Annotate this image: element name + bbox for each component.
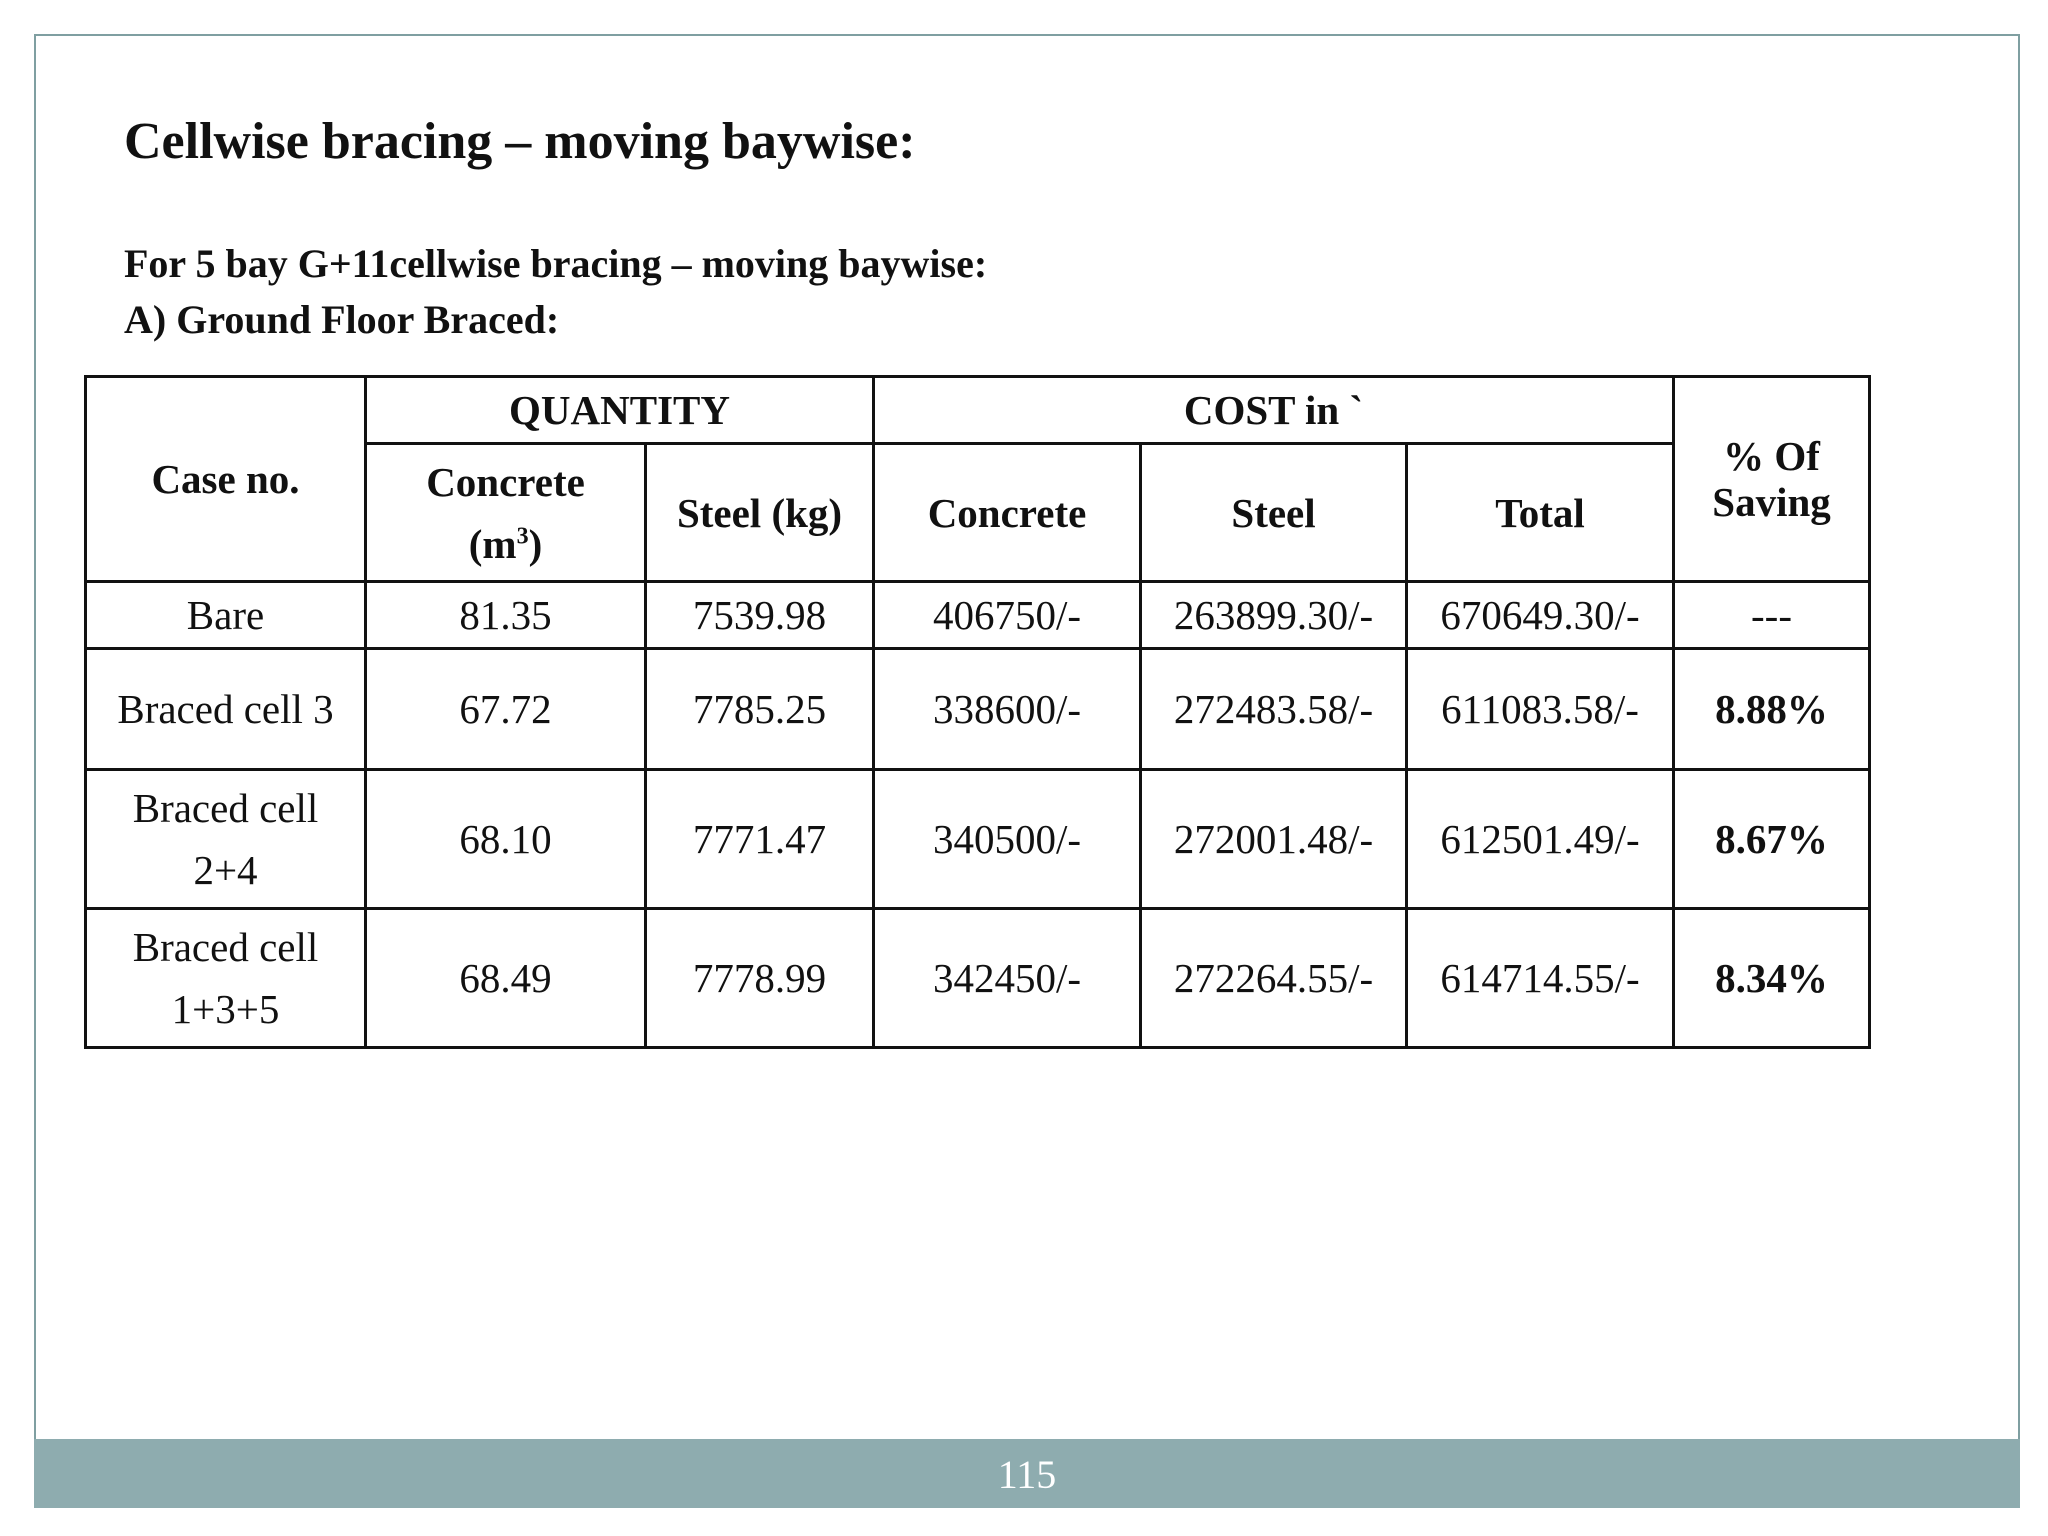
header-cost: COST in ` <box>874 377 1674 444</box>
cell-concrete-cost: 342450/- <box>874 909 1141 1048</box>
cell-concrete-cost: 340500/- <box>874 770 1141 909</box>
cell-case <box>86 649 366 770</box>
slide-subtitle <box>124 236 987 348</box>
cell-saving: 8.34% <box>1674 909 1870 1048</box>
cell-concrete: 67.72 <box>366 649 646 770</box>
header-steel-qty: Steel (kg) <box>646 444 874 582</box>
header-row-1 <box>86 377 1870 444</box>
cost-comparison-table <box>84 375 1871 1049</box>
cell-total: 611083.58/- <box>1407 649 1674 770</box>
header-quantity: QUANTITY <box>366 377 874 444</box>
table-row <box>86 770 1870 909</box>
header-concrete-qty-unit <box>371 513 640 575</box>
cell-case <box>86 582 366 649</box>
cell-steel-cost: 263899.30/- <box>1141 582 1407 649</box>
header-saving-label: % Of Saving <box>1712 433 1831 525</box>
header-concrete-qty-label: Concrete <box>426 458 585 505</box>
table-row <box>86 582 1870 649</box>
cell-steel-cost: 272001.48/- <box>1141 770 1407 909</box>
header-steel-cost: Steel <box>1141 444 1407 582</box>
cell-concrete-cost: 338600/- <box>874 649 1141 770</box>
cell-steel: 7785.25 <box>646 649 874 770</box>
case-label-line-2: 1+3+5 <box>171 986 280 1032</box>
slide-title: Cellwise bracing – moving baywise: <box>124 113 916 170</box>
unit-superscript: 3 <box>516 522 529 549</box>
cell-case <box>86 909 366 1048</box>
cell-total: 614714.55/- <box>1407 909 1674 1048</box>
cell-total: 612501.49/- <box>1407 770 1674 909</box>
cell-steel: 7771.47 <box>646 770 874 909</box>
case-label: Bare <box>186 592 265 638</box>
page-number: 115 <box>997 1452 1057 1497</box>
table-row <box>86 649 1870 770</box>
cell-steel: 7539.98 <box>646 582 874 649</box>
unit-close: ) <box>528 520 543 567</box>
header-total-cost: Total <box>1407 444 1674 582</box>
cell-saving: --- <box>1674 582 1870 649</box>
cell-steel-cost: 272264.55/- <box>1141 909 1407 1048</box>
table-row <box>86 909 1870 1048</box>
cell-concrete: 68.10 <box>366 770 646 909</box>
cell-steel: 7778.99 <box>646 909 874 1048</box>
cell-concrete-cost: 406750/- <box>874 582 1141 649</box>
header-saving <box>1674 377 1870 582</box>
header-case-no: Case no. <box>86 377 366 582</box>
header-concrete-qty <box>366 444 646 582</box>
cell-case <box>86 770 366 909</box>
cell-saving: 8.88% <box>1674 649 1870 770</box>
case-label-line-1: Braced cell <box>132 785 319 831</box>
cell-saving: 8.67% <box>1674 770 1870 909</box>
case-label-line-1: Braced cell <box>132 924 319 970</box>
cell-concrete: 81.35 <box>366 582 646 649</box>
subtitle-line-2: A) Ground Floor Braced: <box>124 297 560 342</box>
header-concrete-cost: Concrete <box>874 444 1141 582</box>
cell-concrete: 68.49 <box>366 909 646 1048</box>
cell-total: 670649.30/- <box>1407 582 1674 649</box>
unit-base: (m <box>468 520 517 567</box>
case-label: Braced cell 3 <box>117 686 334 732</box>
case-label-line-2: 2+4 <box>193 847 258 893</box>
subtitle-line-1: For 5 bay G+11cellwise bracing – moving baywise: <box>124 241 988 286</box>
footer-bar <box>34 1439 2020 1508</box>
cell-steel-cost: 272483.58/- <box>1141 649 1407 770</box>
